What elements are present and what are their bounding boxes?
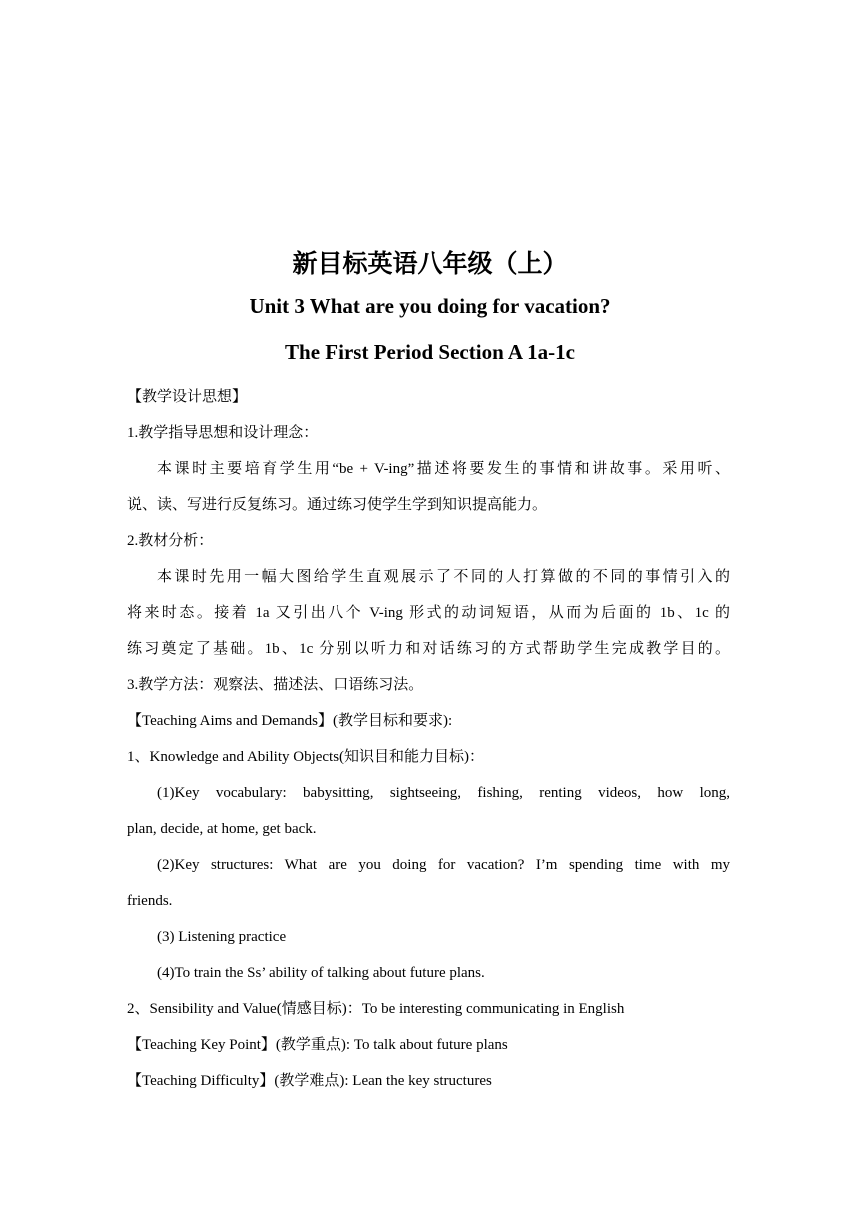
heading-knowledge-objects: 1、Knowledge and Ability Objects(知识目和能力目标)： xyxy=(127,749,485,765)
paragraph-line: 练习奠定了基础。1b、1c 分别以听力和对话练习的方式帮助学生完成教学目的。 xyxy=(127,641,730,657)
paragraph-line: friends. xyxy=(127,893,173,909)
paragraph-line: 将来时态。接着 1a 又引出八个 V-ing 形式的动词短语，从而为后面的 1b、1c 的 xyxy=(127,605,730,621)
paragraph-line: (1)Key vocabulary: babysitting, sightseeing, fishing, renting videos, how long, xyxy=(157,785,730,801)
section-heading-difficulty: 【Teaching Difficulty】(教学难点): Lean the key structures xyxy=(127,1073,492,1089)
paragraph-line: plan, decide, at home, get back. xyxy=(127,821,317,837)
heading-teaching-method: 3.教学方法：观察法、描述法、口语练习法。 xyxy=(127,677,424,693)
paragraph-line: (2)Key structures: What are you doing for vacation? I’m spending time with my xyxy=(157,857,730,873)
heading-guiding-thought: 1.教学指导思想和设计理念： xyxy=(127,425,319,441)
heading-sensibility-value: 2、Sensibility and Value(情感目标)：To be interesting communicating in English xyxy=(127,1001,625,1017)
paragraph-line: (4)To train the Ss’ ability of talking about future plans. xyxy=(157,965,485,981)
unit-title: Unit 3 What are you doing for vacation? xyxy=(249,294,611,318)
paragraph-line: 本课时主要培育学生用“be + V-ing”描述将要发生的事情和讲故事。采用听、 xyxy=(157,461,730,477)
document-title: 新目标英语八年级（上） xyxy=(292,249,568,278)
section-heading-design-thought: 【教学设计思想】 xyxy=(127,389,248,405)
section-heading-aims: 【Teaching Aims and Demands】(教学目标和要求): xyxy=(127,713,453,729)
period-title: The First Period Section A 1a-1c xyxy=(285,340,575,364)
heading-material-analysis: 2.教材分析： xyxy=(127,533,214,549)
paragraph-line: 本课时先用一幅大图给学生直观展示了不同的人打算做的不同的事情引入的 xyxy=(157,569,730,585)
paragraph-line: 说、读、写进行反复练习。通过练习使学生学到知识提高能力。 xyxy=(127,497,548,513)
section-heading-key-point: 【Teaching Key Point】(教学重点): To talk about future plans xyxy=(127,1037,508,1053)
paragraph-line: (3) Listening practice xyxy=(157,929,287,945)
